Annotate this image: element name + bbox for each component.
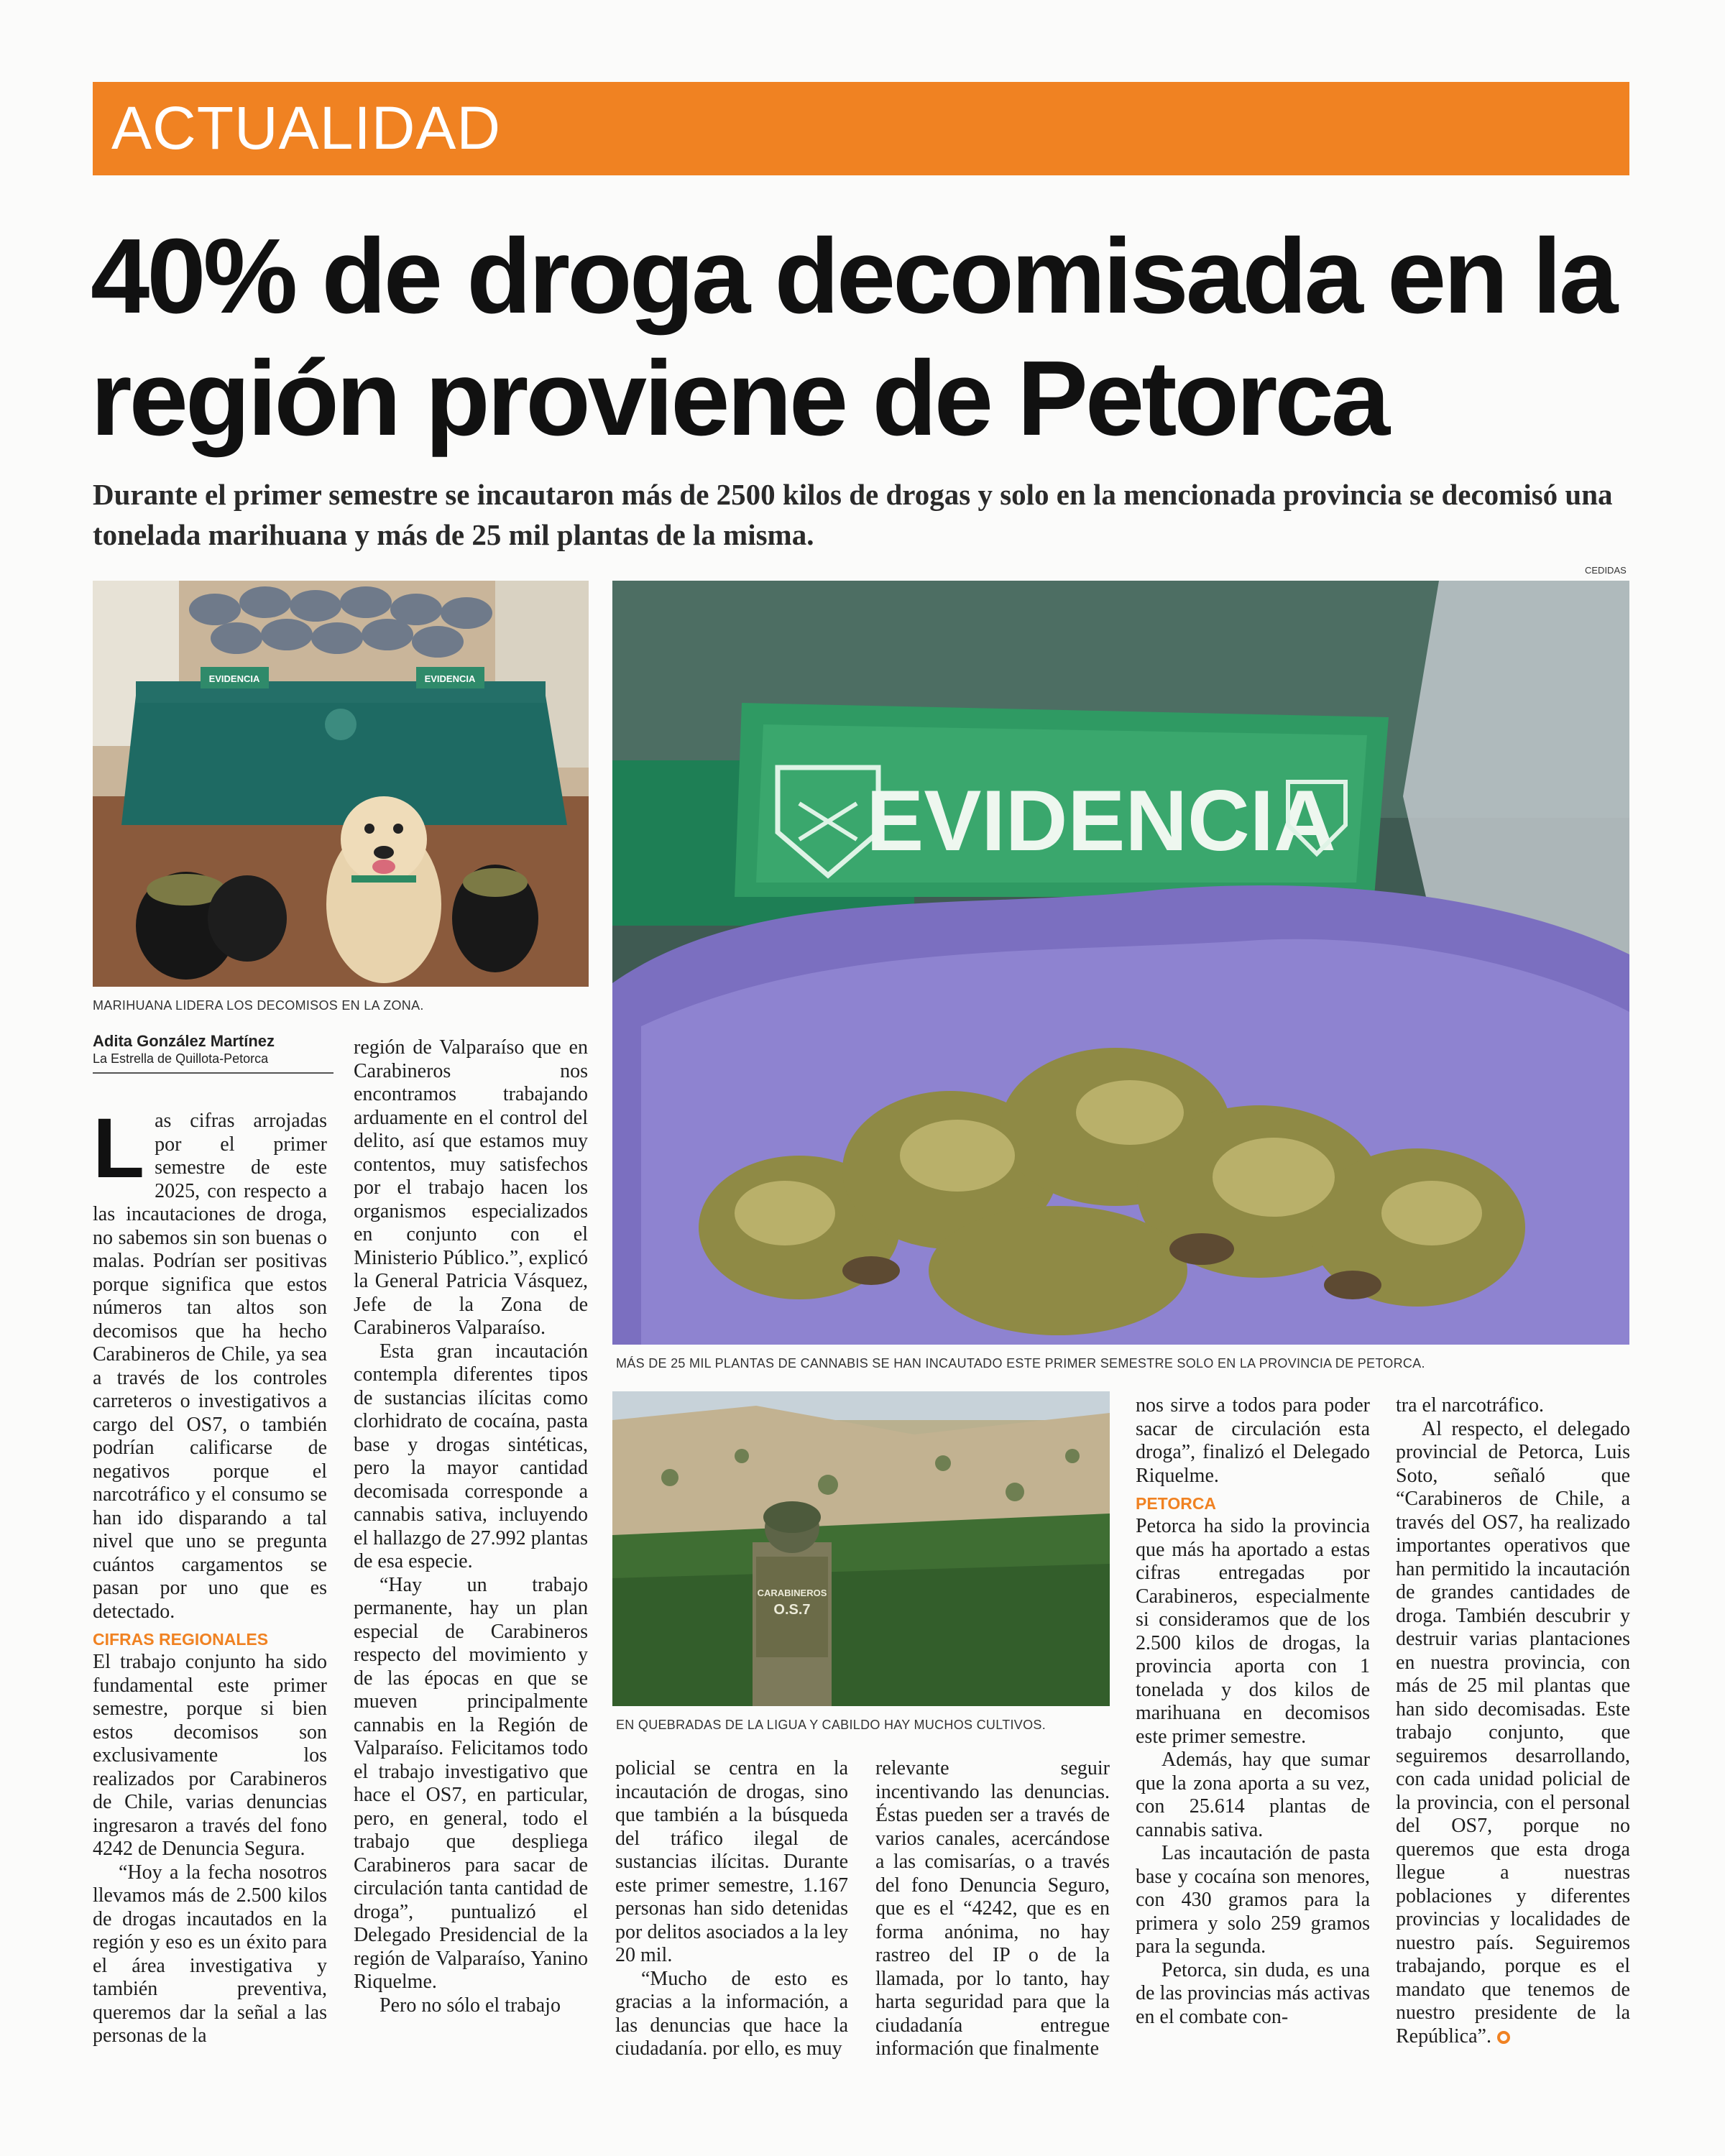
article-paragraph: Petorca ha sido la provincia que más ha aportado a estas cifras entregadas por Carabineros, especialmente si consideramos que de los 2.500 kilos de drogas, la provincia aporta con 1 tonelada y dos kilos de marihuana en decomisos este primer semestre. xyxy=(1136,1515,1370,1748)
article-paragraph: tra el narcotráfico. xyxy=(1396,1394,1544,1416)
vest-carabineros-text: CARABINEROS xyxy=(757,1588,827,1598)
caption-dog-photo: MARIHUANA LIDERA LOS DECOMISOS EN LA ZONA. xyxy=(93,998,424,1013)
article-paragraph: “Hay un trabajo permanente, hay un plan especial de Carabineros respecto del movimiento y de las épocas en que se mueven principalmente cannabis en la Región de Valparaíso. Felicitamos todo el trabajo investigativo que hace el OS7, en particular, pero, en general, todo el trabajo que despliega Carabineros para sacar de circulación tanta cantidad de droga”, puntualizó el Delegado Presidencial de la región de Valparaíso, Yanino Riquelme. xyxy=(354,1573,588,1993)
article-paragraph: “Mucho de esto es gracias a la información, a las denuncias que hace la ciudadanía. por ello, es muy xyxy=(615,1967,848,2060)
photo-evidence-bag xyxy=(612,581,1629,1345)
article-paragraph: Además, hay que sumar que la zona aporta a su vez, con 25.614 plantas de cannabis sativa. xyxy=(1136,1749,1370,1841)
article-paragraph: relevante seguir incentivando las denuncias. Éstas pueden ser a través de varios canales, acercándose a las comisarías, o a través del fono Denuncia Seguro, que es el “4242, que es en forma anónima, no hay rastreo del IP o de la llamada, por lo tanto, hay harta seguridad para que la ciudadanía entregue información que finalmente xyxy=(875,1757,1110,2060)
article-paragraph: “Hoy a la fecha nosotros llevamos más de 2.500 kilos de drogas incautados en la región y eso es un éxito para el área investigativa y también preventiva, queremos dar la señal a las personas de la xyxy=(93,1861,327,2047)
article-column-4 xyxy=(875,1757,1110,2061)
article-paragraph: Pero no sólo el trabajo xyxy=(380,1994,561,2017)
caption-evidence-photo: MÁS DE 25 MIL PLANTAS DE CANNABIS SE HAN INCAUTADO ESTE PRIMER SEMESTRE SOLO EN LA PROVINCIA DE PETORCA. xyxy=(616,1356,1425,1370)
article-column-5 xyxy=(1136,1394,1370,2029)
drop-cap: L xyxy=(93,1101,145,1196)
headline: 40% de droga decomisada en la región proviene de Petorca xyxy=(91,217,1616,458)
photo-cannabis-field xyxy=(612,1391,1110,1706)
section-header xyxy=(93,82,1629,175)
article-column-1 xyxy=(93,1101,327,2048)
article-column-3 xyxy=(615,1757,848,2061)
photo-credit: CEDIDAS xyxy=(1585,565,1627,576)
subheading-cifras-regionales: CIFRAS REGIONALES xyxy=(93,1630,269,1649)
article-paragraph: El trabajo conjunto ha sido fundamental este primer semestre, porque si bien estos decomisos son exclusivamente los realizados por Carabineros de Chile, varias denuncias ingresaron a través del fono 4242 de Denuncia Segura. xyxy=(93,1651,327,1860)
table-evidence-label-2: EVIDENCIA xyxy=(424,673,476,684)
article-column-2 xyxy=(354,1036,588,2017)
article-paragraph: as cifras arrojadas por el primer semestre de este 2025, con respecto a las incautaciones de droga, no sabemos sin son buenas o malas. Podrían ser positivas porque significa que estos números tan altos son decomisos que ha hecho Carabineros de Chile, ya sea a través de los controles carreteros o investigativos a cargo del OS7, o también podrían calificarse de negativos porque el narcotráfico y el consumo se han ido disparando a tal nivel que uno se pregunta cuántos cargamentos se pasan por uno que es detectado. xyxy=(93,1110,327,1623)
article-paragraph: Esta gran incautación contempla diferentes tipos de sustancias ilícitas como clorhidrato de cocaína, pasta base y drogas sintéticas, pero la mayor cantidad decomisada corresponde a cannabis sativa, incluyendo el hallazgo de 27.992 plantas de esa especie. xyxy=(354,1340,588,1572)
vest-os7-text: O.S.7 xyxy=(773,1602,811,1618)
evidence-sign-text: EVIDENCIA xyxy=(866,773,1336,869)
article-paragraph: Al respecto, el delegado provincial de Petorca, Luis Soto, señaló que “Carabineros de Chile, a través del OS7, ha realizado importantes operativos que han permitido la incautación de grandes cantidades de droga. También descubrir y destruir varias plantaciones en nuestra provincia, con más de 25 mil plantas que han sido decomisadas. Este trabajo conjunto, que seguiremos desarrollando, con cada unidad policial de la provincia, con el personal del OS7, porque no queremos que esta droga llegue a nuestras poblaciones y diferentes provincias y localidades de nuestro país. Seguiremos trabajando, porque es el mandato que tenemos de nuestro presidente de la República”. xyxy=(1396,1417,1630,2047)
byline-outlet: La Estrella de Quillota-Petorca xyxy=(93,1051,269,1066)
byline-divider xyxy=(93,1072,334,1074)
subheading-petorca: PETORCA xyxy=(1136,1494,1217,1513)
article-paragraph: Las incautación de pasta base y cocaína son menores, con 430 gramos para la primera y solo 259 gramos para la segunda. xyxy=(1136,1842,1370,1958)
end-of-article-icon xyxy=(1497,2031,1510,2044)
caption-field-photo: EN QUEBRADAS DE LA LIGUA Y CABILDO HAY MUCHOS CULTIVOS. xyxy=(616,1718,1046,1732)
article-paragraph: policial se centra en la incautación de drogas, sino que también a la búsqueda del tráfico ilegal de sustancias ilícitas. Durante este primer semestre, 1.167 personas han sido detenidas por delitos asociados a la ley 20 mil. xyxy=(615,1757,848,1966)
article-column-6 xyxy=(1396,1394,1630,2048)
section-title: ACTUALIDAD xyxy=(111,94,502,162)
deck-summary: Durante el primer semestre se incautaron más de 2500 kilos de drogas y solo en la mencionada provincia se decomisó una tonelada marihuana y más de 25 mil plantas de la misma. xyxy=(93,478,1613,551)
byline-author: Adita González Martínez xyxy=(93,1032,275,1050)
article-paragraph: región de Valparaíso que en Carabineros nos encontramos trabajando arduamente en el control del delito, así que estamos muy contentos, muy satisfechos por el trabajo hacen los organismos especializados en conjunto con el Ministerio Público.”, explicó la General Patricia Vásquez, Jefe de la Zona de Carabineros Valparaíso. xyxy=(354,1036,588,1339)
photo-dog-seizure xyxy=(93,581,589,987)
article-paragraph: Petorca, sin duda, es una de las provincias más activas en el combate con- xyxy=(1136,1958,1370,2028)
article-paragraph: nos sirve a todos para poder sacar de circulación esta droga”, finalizó el Delegado Riquelme. xyxy=(1136,1394,1370,1487)
table-evidence-label: EVIDENCIA xyxy=(208,673,260,684)
